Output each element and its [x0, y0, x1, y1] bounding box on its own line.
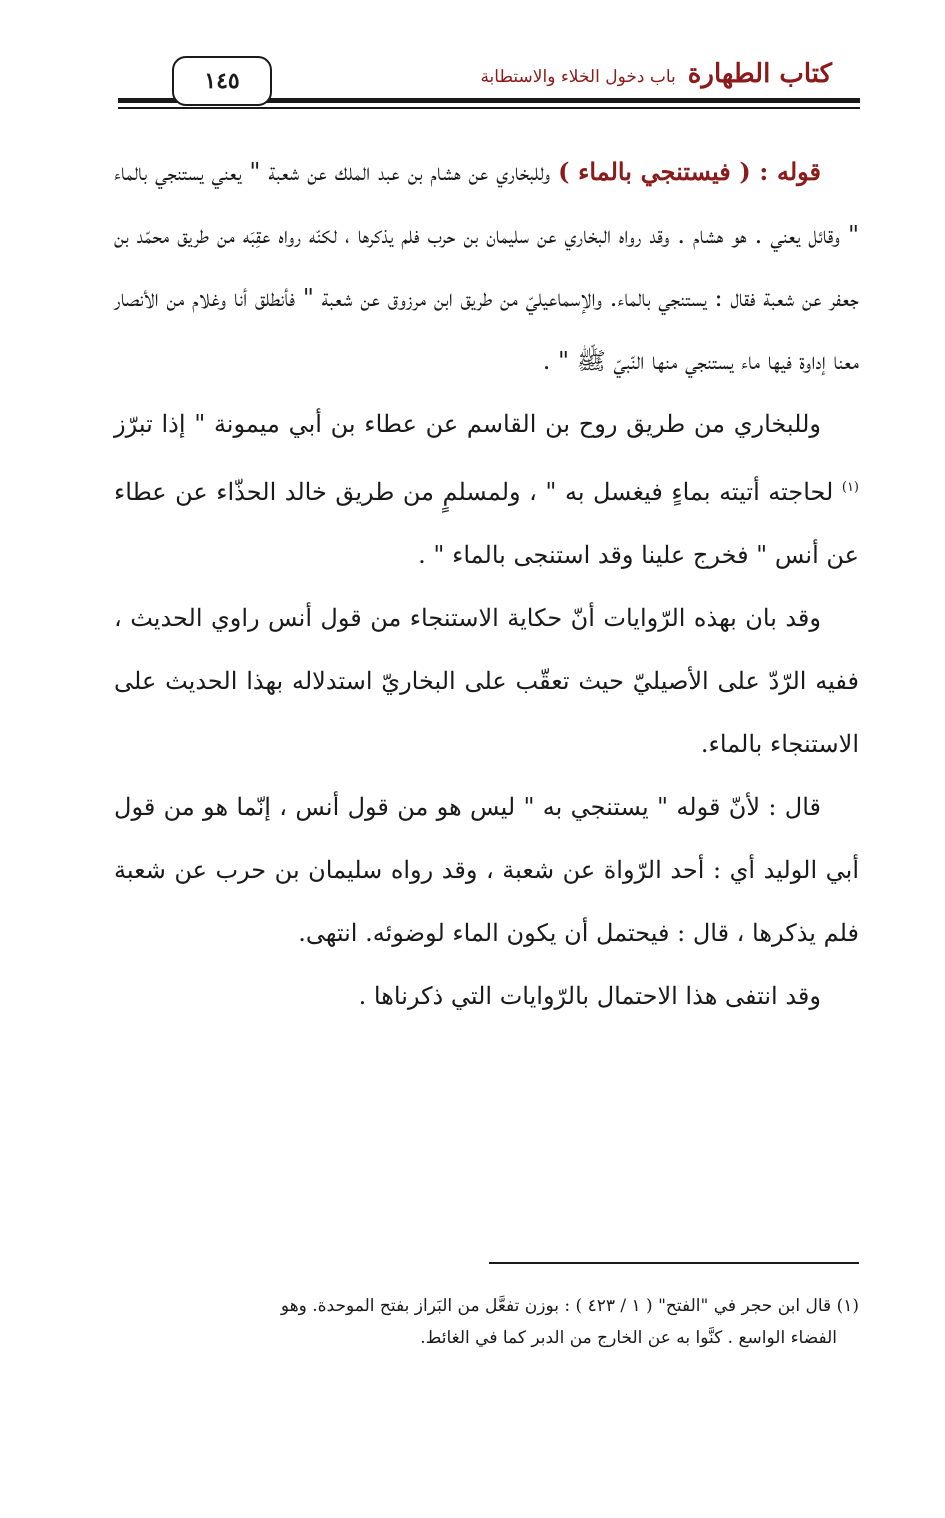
paragraph-5: وقد انتفى هذا الاحتمال بالرّوايات التي ذكرناها . — [358, 982, 821, 1010]
main-text — [114, 140, 859, 1028]
footnote — [114, 1290, 859, 1354]
chapter-title: باب دخول الخلاء والاستطابة — [480, 67, 676, 87]
paragraph-2 — [114, 393, 859, 587]
footnote-rule — [489, 1262, 859, 1264]
footnote-marker[interactable]: (١) — [841, 480, 859, 495]
running-title — [480, 58, 832, 93]
header-rule-thin — [118, 107, 860, 109]
paragraph-1-label: قوله : ( فيستنجي بالماء ) — [558, 157, 822, 186]
book-title: كتاب الطهارة — [687, 59, 832, 89]
paragraph-1-text: وللبخاري عن هشام بن عبد الملك عن شعبة " يعني يستنجي بالماء " وقائل يعني . هو هشام . وقد رواه البخاري عن سليمان بن حرب فلم يذكرها ، لكنّه رواه عقِبَه من طريق محمّد بن جعفر عن شعبة فقال : يستنجي بالماء. والإسماعيليّ من طريق ابن مرزوق عن شعبة " فأنطلق أنا وغلام من الأنصار معنا إداوة فيها ماء يستنجي منها النّبيّ ﷺ " . — [114, 158, 859, 375]
paragraph-1 — [114, 140, 859, 393]
paragraph-3: وقد بان بهذه الرّوايات أنّ حكاية الاستنجاء من قول أنس راوي الحديث ، ففيه الرّدّ على الأصيليّ حيث تعقّب على البخاريّ استدلاله بهذا الحديث على الاستنجاء بالماء. — [114, 604, 859, 758]
page-number: ١٤٥ — [172, 56, 272, 106]
paragraph-2-before: وللبخاري من طريق روح بن القاسم عن عطاء بن أبي ميمونة " إذا تبرّز — [114, 410, 821, 438]
paragraph-4: قال : لأنّ قوله " يستنجي به " ليس هو من قول أنس ، إنّما هو من قول أبي الوليد أي : أحد الرّواة عن شعبة ، وقد رواه سليمان بن حرب عن شعبة فلم يذكرها ، قال : فيحتمل أن يكون الماء لوضوئه. انتهى. — [114, 793, 859, 947]
page-header — [118, 52, 860, 112]
footnote-line-2: الفضاء الواسع . كنَّوا به عن الخارج من الدبر كما في الغائط. — [420, 1328, 837, 1348]
paragraph-2-after: لحاجته أتيته بماءٍ فيغسل به " ، ولمسلمٍ من طريق خالد الحذّاء عن عطاء عن أنس " فخرج علينا وقد استنجى بالماء " . — [114, 478, 859, 569]
footnote-line-1: (١) قال ابن حجر في "الفتح" ( ١ / ٤٢٣ ) : بوزن تفعَّل من البَراز بفتح الموحدة. وهو — [280, 1296, 859, 1316]
